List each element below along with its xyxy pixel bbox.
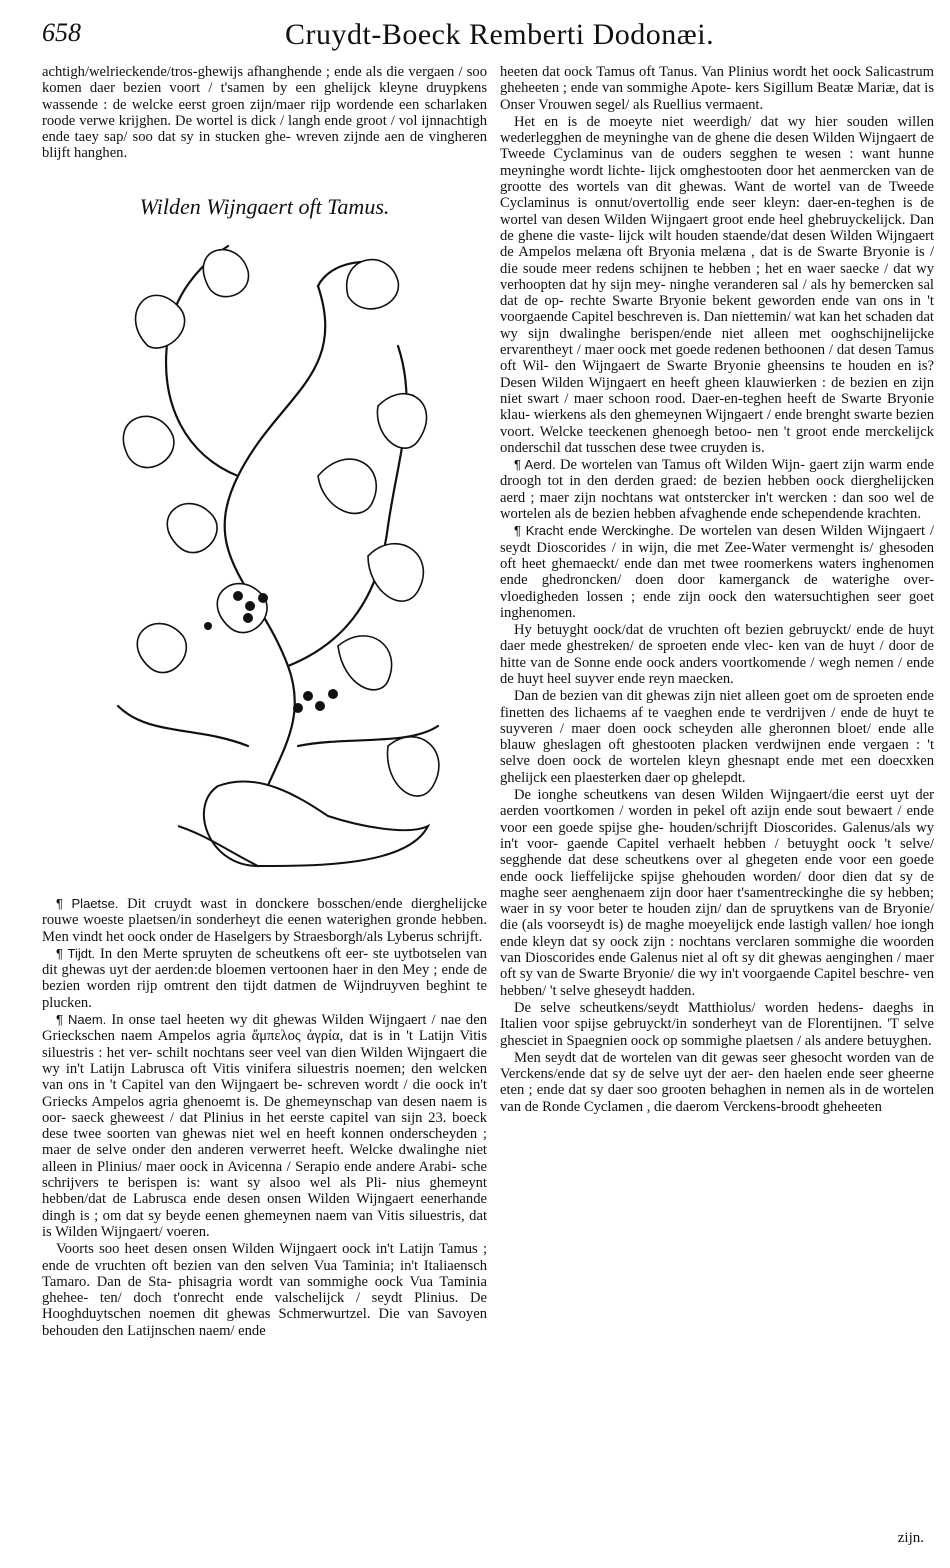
figure-title: Wilden Wijngaert oft Tamus. [139,194,390,219]
paragraph: Dan de bezien van dit ghewas zijn niet alleen goet om de sproeten ende finetten des lichaems af te vaeghen ende te verdrijven / ende de huyt te suyveren / maer doen oock scheyden alle gheronnen bloet/ ende alle blauw gheslagen oft ghestooten placken verdwijnen ende vergaen : 't selve doen oock de wortelen kleyn ghesnapt ende met een doecxken ghelijck een plaesterken daer op ghelepdt. [500,688,934,786]
paragraph: Het en is de moeyte niet weerdigh/ dat wy hier souden willen wederlegghen de meyninghe van de ghene die desen Wilden Wijngaert de Tweede Cyclaminus van de ouders segghen te wesen : want hunne meyninghe wordt lichte- lijck omghestooten door het aenmercken van de grootte des wortels van dit ghewas. Want de wortel van de Tweede Cyclaminus is onnut/overtollig ende seer kleyn: daer-en-teghen is de wortel van desen Wilden Wijngaert groot ende heel ghebruyckelijck. Dan de ghene die vaste- lijck wilt houden staende/dat desen Wilden Wijngaert de Ampelos melæna oft Bryonia melæna , dat is de Swarte Bryonie is / die soude meer redens schijnen te hebben ; het en waer saecke / dat wy verhoopten dat hy sijn mey- ninghe veranderen sal / als hy bemercken sal dat de op- rechte Swarte Bryonie bekent geworden ende van ons in 't voorgaende Capitel beschreven is. Dan niettemin/ wat kan het schaden dat wy sijn dwalinghe berispen/ende niet alleen met ooghschijnelijcke ervarentheyt / maer oock met goede redenen bethoonen / dat desen Tamus oft Wil- den Wijngaert de Swarte Bryonie gheensins te houden en is? Desen Wilden Wijngaert en heeft gheen klauwierken : de bezien en zijn niet swart / maer schoon rood. Daer-en-teghen heeft de Swarte Bryonie klau- wierkens als den ghemeynen Wijngaert / ende brenght swarte bezien voort. Welcke teeckenen ghenoegh betoo- nen 't groot ende merckelijck onderschil dat tusschen dese twee cruyden is. [500,113,934,456]
left-column-bottom [42,896,487,1340]
plant-woodcut-illustration [88,226,458,891]
paragraph: heeten dat oock Tamus oft Tanus. Van Plinius wordt het oock Salicastrum gheheeten ; ende van sommighe Apote- kers Sigillum Beatæ Mariæ, dat is Onser Vrouwen segel/ als Ruellius vermaent. [500,64,934,113]
paragraph: De selve scheutkens/seydt Matthiolus/ worden hedens- daeghs in Italien voor spijse gebruyckt/in sonderheyt van de Florentijnen. 'T selve ghesciet in Spaegnien oock op sommighe plaetsen / als andere betuyghen. [500,999,934,1049]
running-title: Cruydt-Boeck Remberti Dodonæi. [285,18,715,51]
page-number: 658 [42,18,81,47]
paragraph: ¶ Kracht ende Werckinghe. De wortelen van desen Wilden Wijngaert / seydt Dioscorides / in wijn, die met Zee-Water vermenght is/ ghesoden oft heet ghemaeckt/ ende dan met twee roomerkens waters inghenomen ende ghedroncken/ doen door kamerganck de waterighe over- vloedigheden lossen ; ende zijn oock den watersuchtighen seer goet inghenomen. [500,523,934,621]
paragraph: achtigh/welrieckende/tros-ghewijs afhanghende ; ende als die vergaen / soo komen daer bezien voort / t'samen by een ghelijck kleyne druypkens wassende : de welcke eerst groen zijn/maer rijp wordende een scharlaken roode verwe krijghen. De wortel is dick / langh ende groot / vol ijnnachtigh ende taey sap/ soo dat sy in stucken ghe- wreven zijnde aen de vingheren blijft hanghen. [42,64,487,162]
paragraph: Voorts soo heet desen onsen Wilden Wijngaert oock in't Latijn Tamus ; ende de vruchten oft bezien van den selven Vua Taminia; in't Italiaensch Tamaro. Dan de Sta- phisagria wordt van sommighe oock Vua Taminia ghehee- ten/ doch t'onrecht ende valschelijck / seydt Plinius. De Hooghduytschen noemen dit ghewas Schmerwurtzel. Die van Savoyen behouden den Latijnschen naem/ ende [42,1241,487,1339]
paragraph: Men seydt dat de wortelen van dit gewas seer ghesocht worden van de Verckens/ende dat sy de selve uyt der aer- den haelen ende seer gheerne eten ; ende dat sy daer soo grooten behaghen in nemen als in de wortelen van de Ronde Cyclamen , die daerom Verckens-broodt gheheeten [500,1049,934,1115]
paragraph: De ionghe scheutkens van desen Wilden Wijngaert/die eerst uyt der aerden voortkomen / worden in pekel oft azijn ende sout bewaert / ende voor een goede spijse ghe- houden/schrijft Dioscorides. Galenus/als wy in't voor- gaende Capitel verhaelt hebben / betuyght oock 't selve/ segghende dat dese scheutkens over al ghegeten ende voor een goede ende oock lieffelijcke spijse ghehouden worden/ door dien dat sy de maghe seer aenghenaem zijn door haer t'samentreckinghe die sy hebben; waer in sy voor beter te houden zijn/ dan de spruytkens van de Bryonie/ die (als voorseydt is) de maghe moeyelijck ende lastigh vallen/ hoe iongh ende kleyn dat sy oock zijn : nochtans verclaren sommighe die woorden van Dioscorides ende Galenus niet al oft sy dit ghewas aenginghen / maer oft sy van de Swarte Bryonie/ die wy in't voorgaende Capitel beschre- ven hebben/ 't selve gheseydt hadden. [500,787,934,999]
paragraph: Hy betuyght oock/dat de vruchten oft bezien gebruyckt/ ende de huyt daer mede ghestreken/ de sproeten ende vlec- ken van de huyt / door de hitte van de Sonne ende oock anders voortkomende / wegh nemen / ende de huyt heel suyver ende reyn maecken. [500,622,934,687]
paragraph: ¶ Tijdt. In den Merte spruyten de scheutkens oft eer- ste uytbotselen van dit ghewas uyt der aerden:de bloemen vertoonen haer in den Mey ; ende de bezien worden rijp omtrent den tijdt datmen de Wijndruyven beghint te plucken. [42,945,487,1011]
catchword: zijn. [897,1530,924,1546]
paragraph: ¶ Naem. In onse tael heeten wy dit ghewas Wilden Wijngaert / nae den Grieckschen naem Ampelos agria ἄμπελος ἀγρία, dat is in 't Latijn Vitis siluestris : het ver- schilt nochtans seer veel van dien Wilden Wijngaert die wy in't Latijn Labrusca oft Vitis vinifera siluestris noemen; den welcken van ons in 't Capitel van den Wijngaert be- schreven wordt / die oock in't Griecks Ampelos agria ghenoemt is. De ghemeynschap van desen naem is oor- saeck gheweest / dat Plinius in het eerste capitel van sijn 23. boeck dese twee soorten van ghewas niet wel en heeft konnen onderscheyden ; maer de selve onder den anderen verwerret heeft. Welcke dwalinghe niet alleen in Plinius/ maer oock in Avicenna / Serapio ende andere Arabi- sche schrijvers te berispen is: want sy alsoo wel als Pli- nius ghemeynt hebben/dat de Labrusca ende desen onsen Wilden Wijngaert eenerhande dingh is ; om dat sy beyde eenen ghemeynen naem van Vitis siluestris, dat is Wilden Wijngaert/ voeren. [42,1012,487,1240]
right-column [500,64,934,1116]
left-column-top [42,64,487,163]
paragraph: ¶ Plaetse. Dit cruydt wast in donckere bosschen/ende dierghelijcke rouwe woeste plaetsen/in sonderheyt die eenen waterighen gronde hebben. Men vindt het oock onder de Haselgers by Straesborgh/als Lyberus schrijft. [42,896,488,945]
paragraph: ¶ Aerd. De wortelen van Tamus oft Wilden Wijn- gaert zijn warm ende droogh tot in den derden graed: de bezien hebben oock dierghelijcken aerd ; maer zijn nochtans wat ontstercker in't wercken : dan soo wel de wortelen als de bezien hebben afvaghende ende schependende krachten. [500,457,935,523]
